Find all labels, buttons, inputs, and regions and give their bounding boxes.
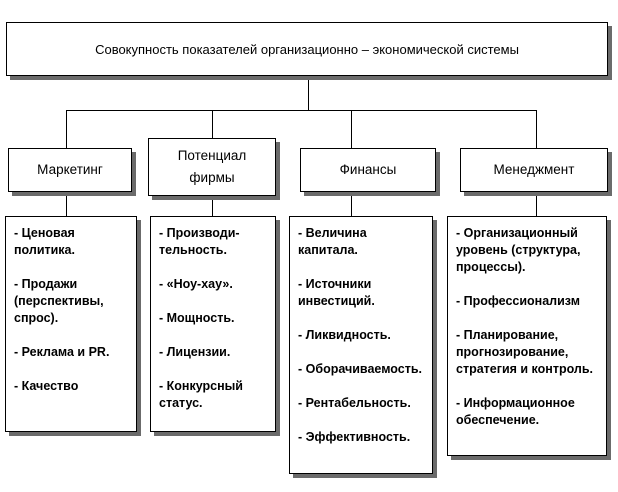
list-item: - Эффективность.	[298, 430, 411, 444]
list-box-management	[447, 216, 607, 456]
category-label: Финансы	[339, 162, 397, 177]
title-text: Совокупность показателей организационно – экономической системы	[95, 41, 519, 57]
list-item: - Лицензии.	[159, 345, 231, 359]
list-item: - Оборачиваемость.	[298, 362, 422, 376]
list-item: - Рентабельность.	[298, 396, 411, 410]
category-box-marketing	[8, 148, 132, 192]
list-item: - Профессионализм	[456, 294, 580, 308]
connector-marketing-top	[66, 110, 67, 148]
list-item: - Источники инвестиций.	[298, 277, 375, 308]
connector-horizontal-bar	[66, 110, 536, 111]
list-box-marketing	[5, 216, 137, 432]
connector-management-top	[536, 110, 537, 148]
category-label: Потенциал фирмы	[177, 148, 247, 185]
connector-potential-top	[212, 110, 213, 138]
list-item: - Реклама и PR.	[14, 345, 110, 359]
list-item: - Ценовая политика.	[14, 226, 75, 257]
list-item: - Информационное обеспечение.	[456, 396, 575, 427]
list-item: - Продажи (перспективы, спрос).	[14, 277, 104, 325]
connector-finance-top	[351, 110, 352, 148]
list-item: - Конкурсный статус.	[159, 379, 243, 410]
list-item: - Планирование, прогнозирование, стратегия и контроль.	[456, 328, 594, 376]
category-box-potential	[148, 138, 276, 196]
list-item: - «Ноу-хау».	[159, 277, 233, 291]
title-box	[6, 22, 608, 76]
category-box-finance	[300, 148, 436, 192]
connector-potential-bottom	[212, 196, 213, 216]
list-item: - Организационный уровень (структура, процессы).	[456, 226, 581, 274]
list-item: - Ликвидность.	[298, 328, 391, 342]
list-box-potential	[150, 216, 276, 432]
list-item: - Величина капитала.	[298, 226, 367, 257]
connector-management-bottom	[536, 192, 537, 216]
list-item: - Производи-тельность.	[159, 226, 240, 257]
list-box-finance	[289, 216, 433, 474]
category-label: Маркетинг	[37, 162, 103, 177]
connector-marketing-bottom	[66, 192, 67, 216]
category-box-management	[460, 148, 608, 192]
connector-title-down	[308, 76, 309, 110]
list-item: - Мощность.	[159, 311, 235, 325]
connector-finance-bottom	[351, 192, 352, 216]
list-item: - Качество	[14, 379, 79, 393]
category-label: Менеджмент	[493, 162, 575, 177]
